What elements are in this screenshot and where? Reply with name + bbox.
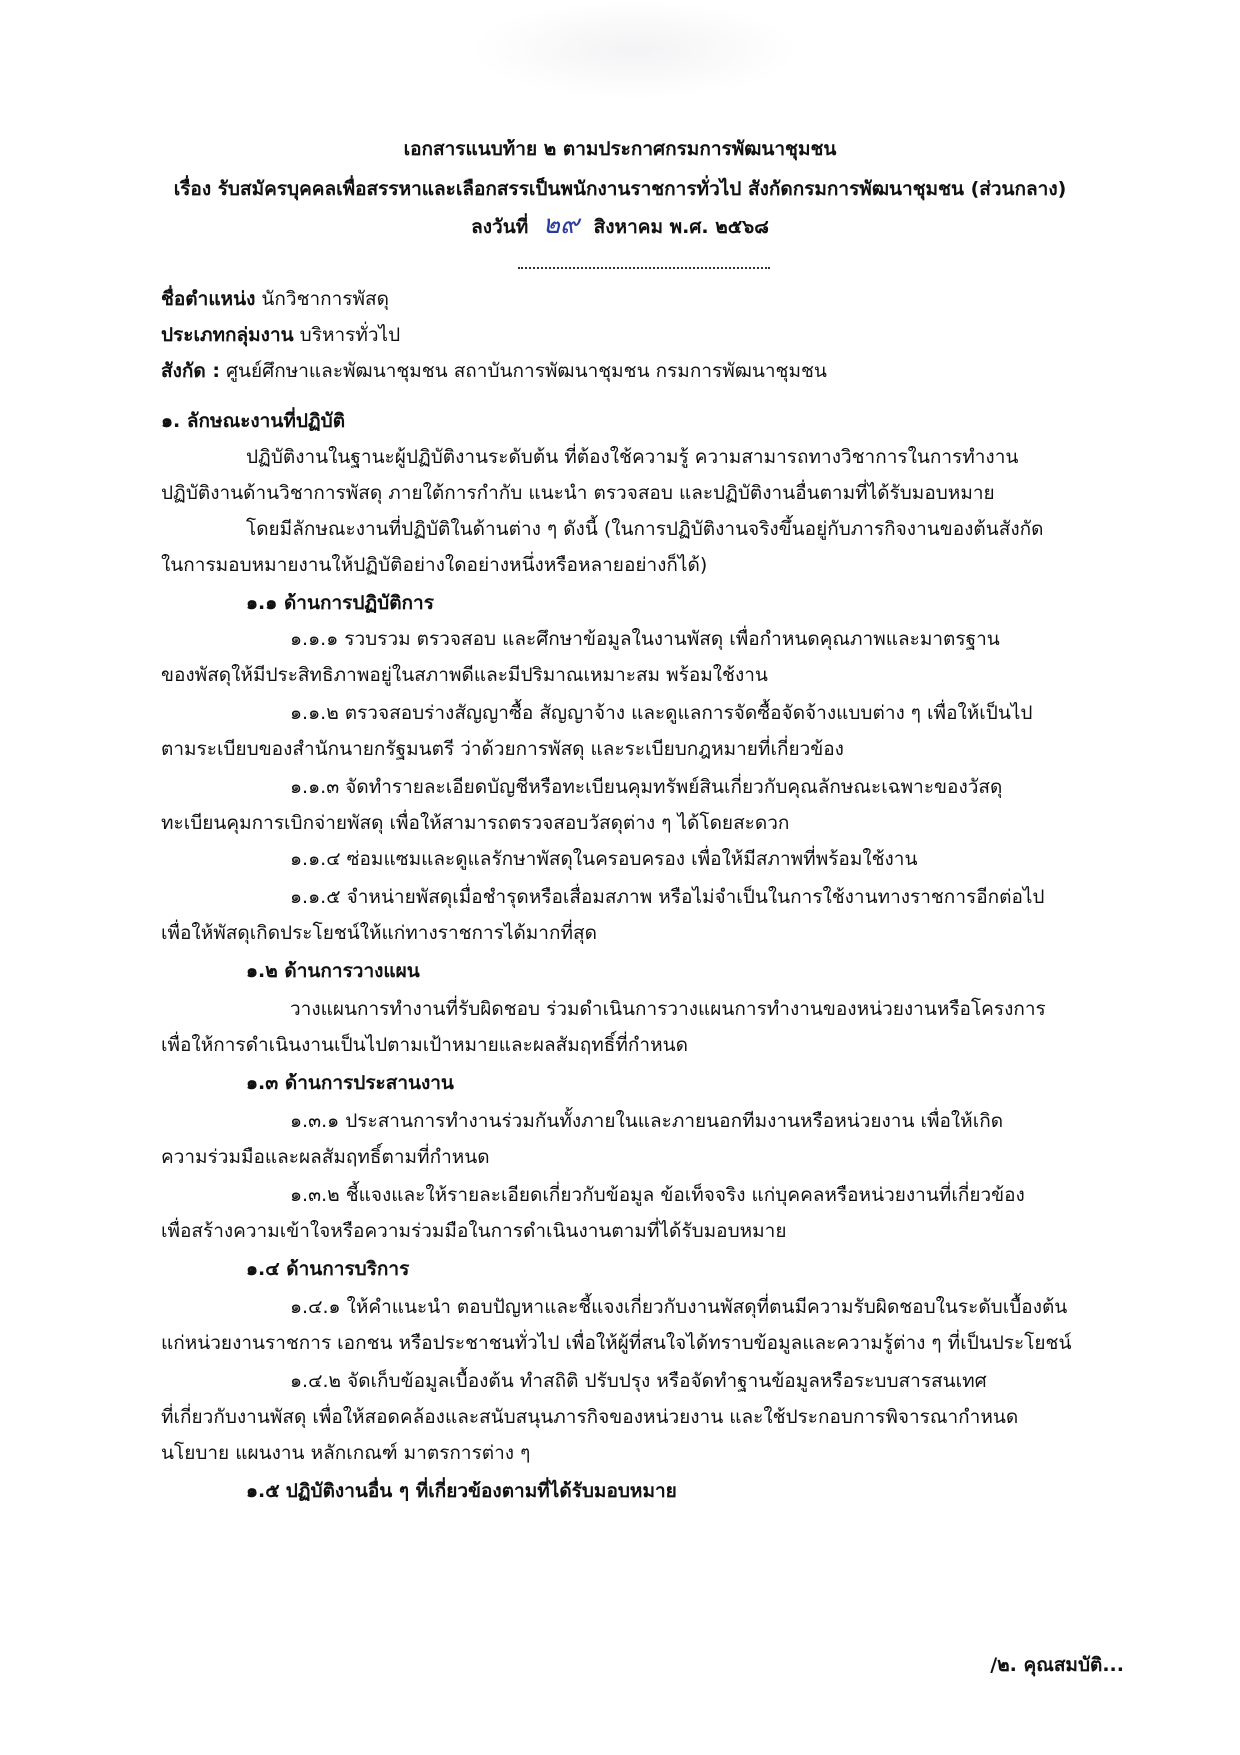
date-suffix: สิงหาคม พ.ศ. ๒๕๖๘ bbox=[593, 216, 769, 238]
position-affiliation-row bbox=[161, 358, 827, 384]
subsection-1-5-heading bbox=[246, 1478, 677, 1504]
position-group-label: ประเภทกลุ่มงาน bbox=[161, 324, 294, 346]
item-1-3-2-line1: ๑.๓.๒ ชี้แจงและให้รายละเอียดเกี่ยวกับข้อมูล ข้อเท็จจริง แก่บุคคลหรือหน่วยงานที่เกี่ยวข้อง bbox=[290, 1184, 1025, 1206]
subsection-1-1-heading: ๑.๑ ด้านการปฏิบัติการ bbox=[246, 592, 434, 614]
item-1-4-2-line3: นโยบาย แผนงาน หลักเกณฑ์ มาตรการต่าง ๆ bbox=[161, 1442, 531, 1464]
item-1-3-2-line2: เพื่อสร้างความเข้าใจหรือความร่วมมือในการดำเนินงานตามที่ได้รับมอบหมาย bbox=[161, 1220, 787, 1242]
item-1-4-2-line1: ๑.๔.๒ จัดเก็บข้อมูลเบื้องต้น ทำสถิติ ปรับปรุง หรือจัดทำฐานข้อมูลหรือระบบสารสนเทศ bbox=[290, 1370, 987, 1392]
item-1-1-5-line2: เพื่อให้พัสดุเกิดประโยชน์ให้แก่ทางราชการได้มากที่สุด bbox=[161, 922, 597, 944]
section1-heading: ๑. ลักษณะงานที่ปฏิบัติ bbox=[161, 410, 346, 432]
item-1-3-1-line1: ๑.๓.๑ ประสานการทำงานร่วมกันทั้งภายในและภายนอกทีมงานหรือหน่วยงาน เพื่อให้เกิด bbox=[290, 1110, 1004, 1132]
doc-header-line1: เอกสารแนบท้าย ๒ ตามประกาศกรมการพัฒนาชุมชน bbox=[403, 138, 837, 160]
subsection-1-2-heading: ๑.๒ ด้านการวางแผน bbox=[246, 960, 420, 982]
subsection-1-4-heading: ๑.๔ ด้านการบริการ bbox=[246, 1258, 410, 1280]
continuation-note: /๒. คุณสมบัติ... bbox=[990, 1654, 1124, 1676]
doc-header-line2: เรื่อง รับสมัครบุคคลเพื่อสรรหาและเลือกสรรเป็นพนักงานราชการทั่วไป สังกัดกรมการพัฒนาชุมชน (ส่วนกลาง) bbox=[173, 178, 1067, 200]
item-1-1-5-line1: ๑.๑.๕ จำหน่ายพัสดุเมื่อชำรุดหรือเสื่อมสภาพ หรือไม่จำเป็นในการใช้งานทางราชการอีกต่อไป bbox=[290, 886, 1045, 908]
scan-artifact bbox=[470, 0, 800, 100]
section1-intro-p2-line1: โดยมีลักษณะงานที่ปฏิบัติในด้านต่าง ๆ ดังนี้ (ในการปฏิบัติงานจริงขึ้นอยู่กับภารกิจงานของต้นสังกัด bbox=[246, 518, 1044, 540]
handwritten-date-day: ๒๙ bbox=[542, 210, 580, 240]
item-1-1-2-line1: ๑.๑.๒ ตรวจสอบร่างสัญญาซื้อ สัญญาจ้าง และดูแลการจัดซื้อจัดจ้างแบบต่าง ๆ เพื่อให้เป็นไป bbox=[290, 702, 1033, 724]
position-title-label: ชื่อตำแหน่ง bbox=[161, 288, 256, 310]
dotted-separator bbox=[518, 267, 770, 269]
subsection-1-3-heading: ๑.๓ ด้านการประสานงาน bbox=[246, 1072, 454, 1094]
item-1-1-2-line2: ตามระเบียบของสำนักนายกรัฐมนตรี ว่าด้วยการพัสดุ และระเบียบกฎหมายที่เกี่ยวข้อง bbox=[161, 738, 844, 760]
position-group-value: บริหารทั่วไป bbox=[299, 324, 401, 346]
date-prefix: ลงวันที่ bbox=[471, 216, 529, 238]
position-group-row bbox=[161, 322, 400, 348]
subsection-1-2-line1: วางแผนการทำงานที่รับผิดชอบ ร่วมดำเนินการวางแผนการทำงานของหน่วยงานหรือโครงการ bbox=[290, 998, 1046, 1020]
subsection-1-5-number: ๑.๕ bbox=[246, 1480, 280, 1502]
section1-intro-p2-line2: ในการมอบหมายงานให้ปฏิบัติอย่างใดอย่างหนึ่งหรือหลายอย่างก็ได้) bbox=[161, 554, 708, 576]
position-title-value: นักวิชาการพัสดุ bbox=[261, 288, 389, 310]
item-1-1-4-line1: ๑.๑.๔ ซ่อมแซมและดูแลรักษาพัสดุในครอบครอง เพื่อให้มีสภาพที่พร้อมใช้งาน bbox=[290, 848, 918, 870]
position-affiliation-label: สังกัด : bbox=[161, 360, 220, 382]
item-1-1-3-line1: ๑.๑.๓ จัดทำรายละเอียดบัญชีหรือทะเบียนคุมทรัพย์สินเกี่ยวกับคุณลักษณะเฉพาะของวัสดุ bbox=[290, 776, 1003, 798]
item-1-3-1-line2: ความร่วมมือและผลสัมฤทธิ์ตามที่กำหนด bbox=[161, 1146, 490, 1168]
position-title-row bbox=[161, 286, 389, 312]
subsection-1-2-line2: เพื่อให้การดำเนินงานเป็นไปตามเป้าหมายและผลสัมฤทธิ์ที่กำหนด bbox=[161, 1034, 688, 1056]
section1-intro-p1-line2: ปฏิบัติงานด้านวิชาการพัสดุ ภายใต้การกำกับ แนะนำ ตรวจสอบ และปฏิบัติงานอื่นตามที่ได้รับมอบหมาย bbox=[161, 482, 995, 504]
subsection-1-5-text: ปฏิบัติงานอื่น ๆ ที่เกี่ยวข้องตามที่ได้รับมอบหมาย bbox=[285, 1480, 677, 1502]
item-1-4-2-line2: ที่เกี่ยวกับงานพัสดุ เพื่อให้สอดคล้องและสนับสนุนภารกิจของหน่วยงาน และใช้ประกอบการพิจารณากำหนด bbox=[161, 1406, 1019, 1428]
item-1-1-1-line1: ๑.๑.๑ รวบรวม ตรวจสอบ และศึกษาข้อมูลในงานพัสดุ เพื่อกำหนดคุณภาพและมาตรฐาน bbox=[290, 628, 1000, 650]
section1-intro-p1-line1: ปฏิบัติงานในฐานะผู้ปฏิบัติงานระดับต้น ที่ต้องใช้ความรู้ ความสามารถทางวิชาการในการทำงาน bbox=[246, 446, 1019, 468]
doc-date-line bbox=[0, 212, 1240, 240]
item-1-1-1-line2: ของพัสดุให้มีประสิทธิภาพอยู่ในสภาพดีและมีปริมาณเหมาะสม พร้อมใช้งาน bbox=[161, 664, 768, 686]
item-1-1-3-line2: ทะเบียนคุมการเบิกจ่ายพัสดุ เพื่อให้สามารถตรวจสอบวัสดุต่าง ๆ ได้โดยสะดวก bbox=[161, 812, 790, 834]
position-affiliation-value: ศูนย์ศึกษาและพัฒนาชุมชน สถาบันการพัฒนาชุมชน กรมการพัฒนาชุมชน bbox=[225, 360, 827, 382]
item-1-4-1-line2: แก่หน่วยงานราชการ เอกชน หรือประชาชนทั่วไป เพื่อให้ผู้ที่สนใจได้ทราบข้อมูลและความรู้ต่าง ๆ ที่เป็นประโยชน์ bbox=[161, 1332, 1072, 1354]
item-1-4-1-line1: ๑.๔.๑ ให้คำแนะนำ ตอบปัญหาและชี้แจงเกี่ยวกับงานพัสดุที่ตนมีความรับผิดชอบในระดับเบื้องต้น bbox=[290, 1296, 1068, 1318]
